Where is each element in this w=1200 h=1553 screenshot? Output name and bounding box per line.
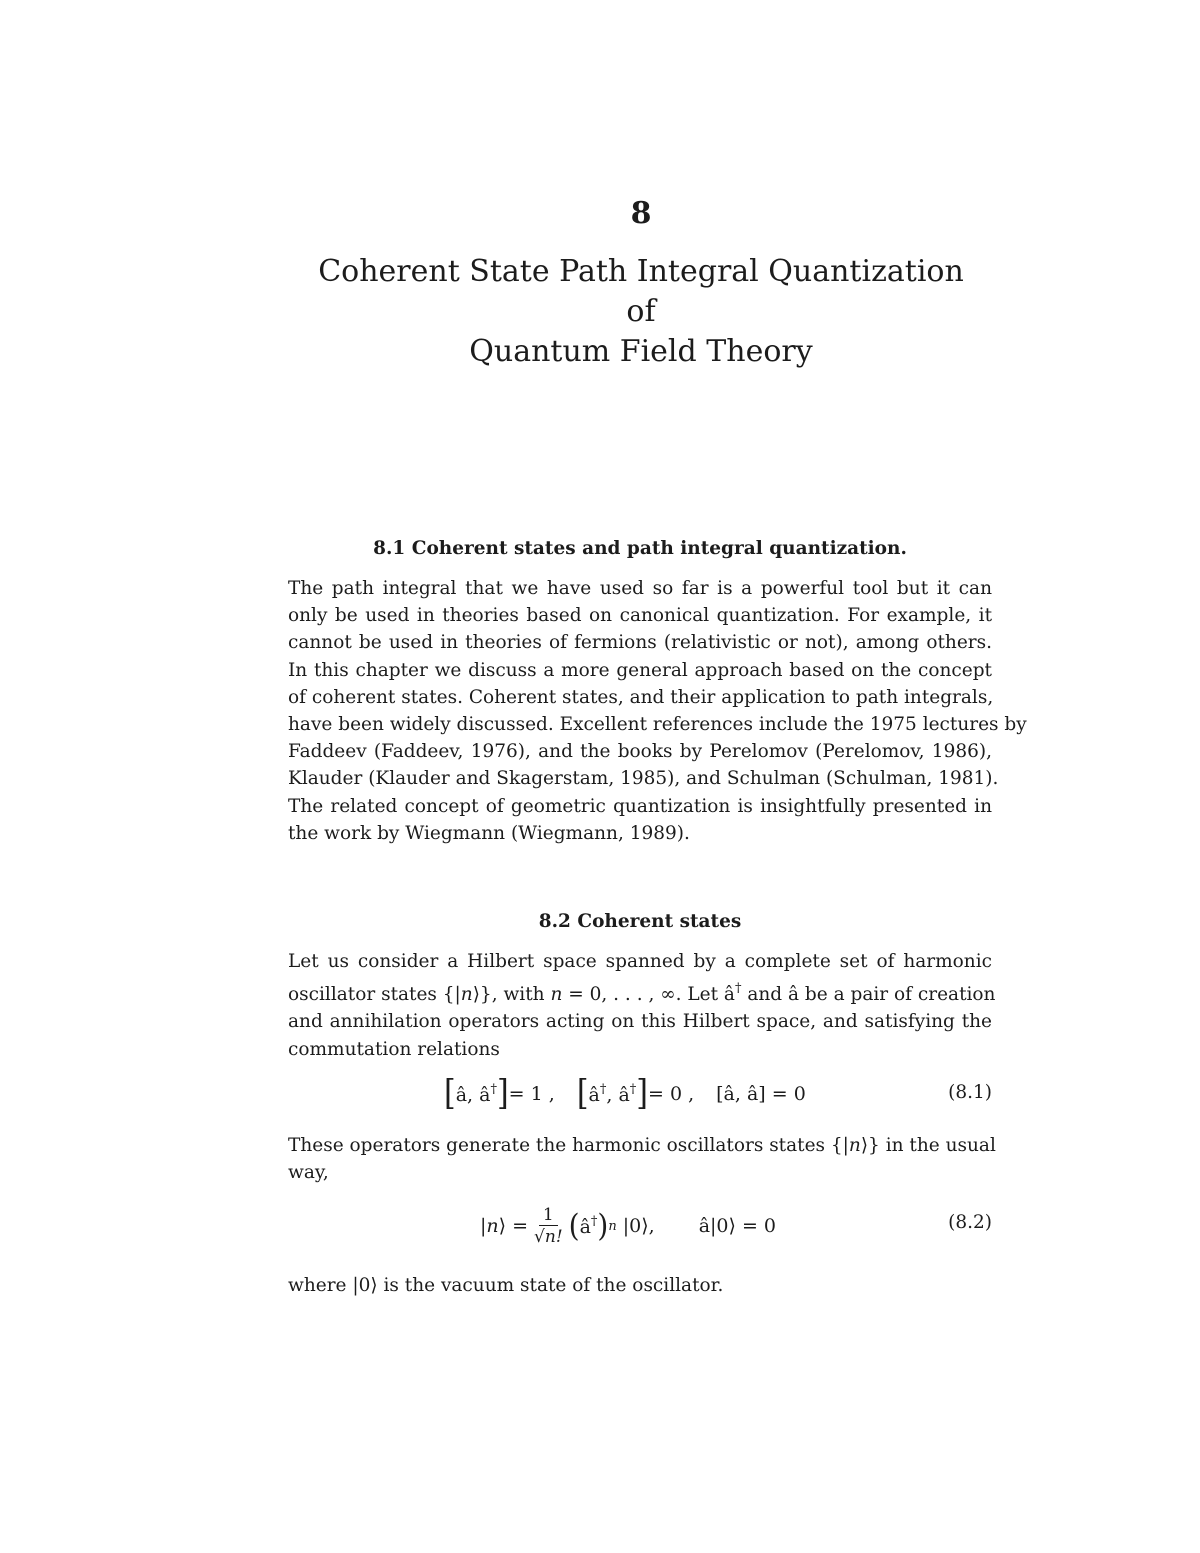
ket-n: |n⟩ =	[480, 1215, 529, 1237]
equation-number-8-1: (8.1)	[948, 1082, 992, 1103]
equation-number-8-2: (8.2)	[948, 1212, 992, 1233]
annihilation-on-vacuum: â|0⟩ = 0	[698, 1215, 777, 1237]
paragraph-line: of coherent states. Coherent states, and their application to path integrals,	[288, 686, 994, 708]
commutator-adag-adag: â†, â†	[588, 1082, 637, 1106]
bracket-close: ]	[496, 1073, 509, 1114]
equals-one: = 1 ,	[508, 1083, 555, 1105]
section-8-2-paragraph-2	[288, 1132, 996, 1186]
chapter-title	[300, 252, 982, 372]
paragraph-line: Klauder (Klauder and Skagerstam, 1985), and Schulman (Schulman, 1981).	[288, 768, 999, 790]
bracket-close: ]	[636, 1073, 648, 1114]
power-n: n	[608, 1218, 617, 1234]
section-8-2-paragraph-3	[288, 1272, 992, 1299]
paragraph-line: The related concept of geometric quantization is insightfully presented in	[288, 795, 992, 817]
section-heading-8-2: 8.2 Coherent states	[538, 911, 742, 932]
paragraph-line: have been widely discussed. Excellent references include the 1975 lectures by	[288, 714, 1027, 736]
section-8-2-paragraph-1	[288, 948, 996, 1063]
section-8-1-paragraph	[288, 575, 1027, 847]
paragraph-line: Let us consider a Hilbert space spanned by a complete set of harmonic	[288, 951, 992, 972]
commutator-a-a: [â, â] = 0	[716, 1083, 806, 1105]
bracket-open: [	[576, 1073, 589, 1114]
paragraph-line: commutation relations	[288, 1038, 500, 1060]
paren-close: )	[597, 1207, 609, 1244]
chapter-title-line2: Quantum Field Theory	[469, 334, 813, 369]
paragraph-line: Faddeev (Faddeev, 1976), and the books by Perelomov (Perelomov, 1986),	[288, 741, 992, 763]
bracket-open: [	[444, 1073, 456, 1114]
chapter-title-line1: Coherent State Path Integral Quantization of	[318, 254, 964, 329]
equation-8-2	[480, 1196, 776, 1256]
creation-operator: â†	[579, 1214, 598, 1238]
paragraph-line: In this chapter we discuss a more general approach based on the concept	[288, 659, 992, 681]
paragraph-line: the work by Wiegmann (Wiegmann, 1989).	[288, 822, 690, 844]
paragraph-line: oscillator states {|n⟩}, with n = 0, . . . , ∞. Let â† and â be a pair of creation	[288, 981, 996, 1006]
paragraph-line: where |0⟩ is the vacuum state of the oscillator.	[288, 1275, 724, 1296]
equals-zero: = 0 ,	[648, 1083, 695, 1105]
paragraph-line: and annihilation operators acting on this Hilbert space, and satisfying the	[288, 1011, 992, 1033]
paragraph-line: only be used in theories based on canonical quantization. For example, it	[288, 605, 992, 627]
fraction-one-over-sqrt-n-factorial: $\frac{1}{√n!}$	[534, 1204, 563, 1247]
paren-open: (	[568, 1207, 580, 1244]
section-heading-8-1: 8.1 Coherent states and path integral quantization.	[373, 538, 907, 559]
paragraph-line: way,	[288, 1162, 329, 1184]
vacuum-ket: |0⟩,	[622, 1215, 655, 1237]
paragraph-line: cannot be used in theories of fermions (relativistic or not), among others.	[288, 632, 992, 654]
paragraph-line: These operators generate the harmonic oscillators states {|n⟩} in the usual	[288, 1135, 996, 1156]
commutator-a-adag: â, â†	[455, 1082, 497, 1106]
equation-8-1	[444, 1074, 806, 1114]
paragraph-line: The path integral that we have used so far is a powerful tool but it can	[288, 578, 992, 599]
chapter-number: 8	[630, 196, 652, 231]
